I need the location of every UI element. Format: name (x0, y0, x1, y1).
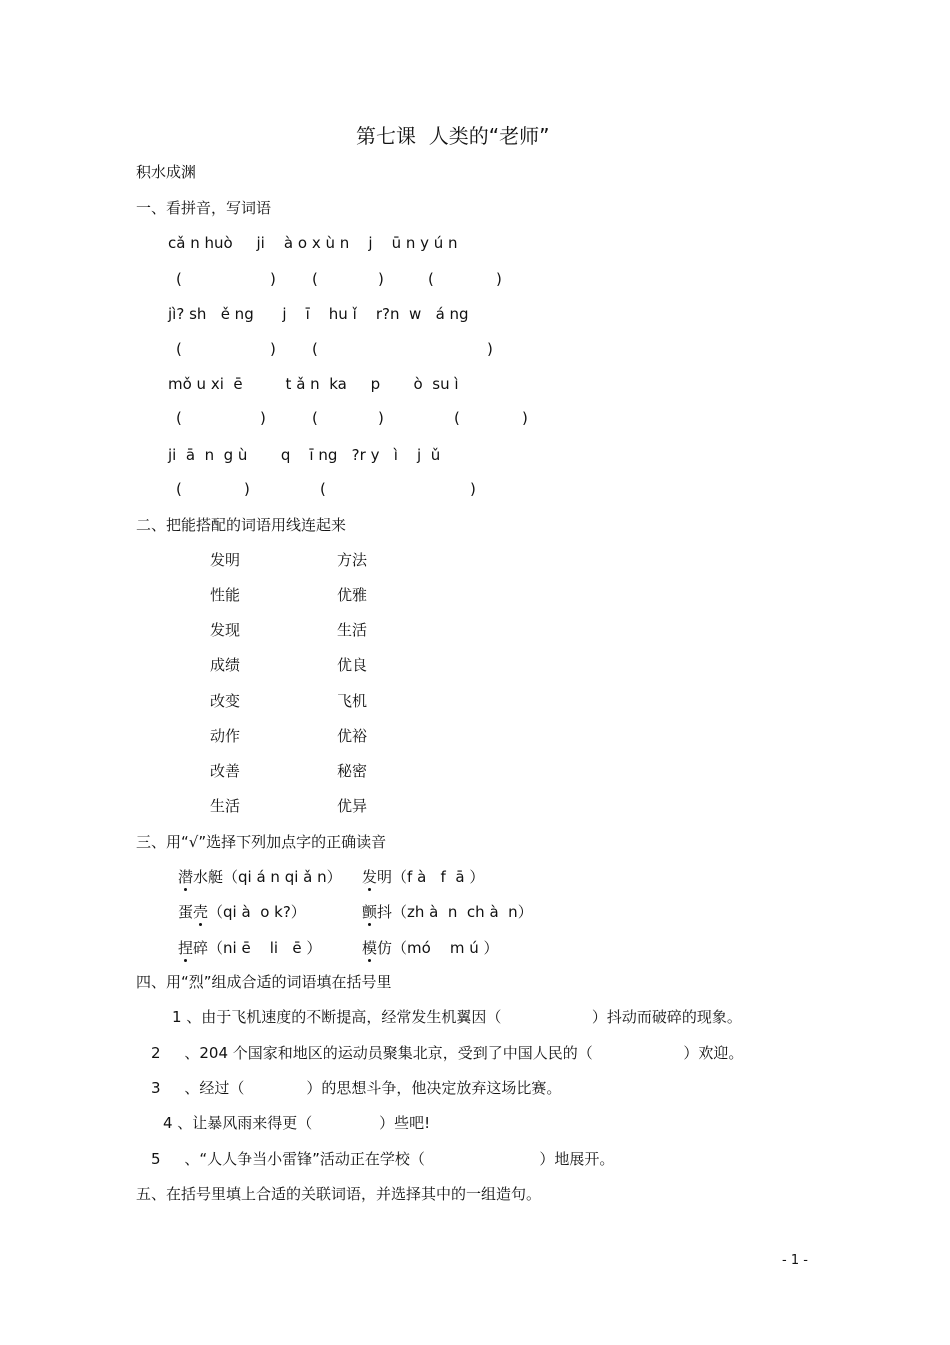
section-4-heading: 四、用“烈”组成合适的词语填在括号里 (136, 973, 392, 991)
match-right-word: 优雅 (337, 586, 368, 604)
open-paren: ( (428, 270, 434, 288)
close-paren: ) (496, 270, 502, 288)
close-paren: ) (470, 480, 476, 498)
close-paren: ) (522, 409, 528, 427)
pinyin-row: cǎ n huò ji à o x ù n j ū n y ú n (168, 234, 458, 252)
section-3-heading: 三、用“√”选择下列加点字的正确读音 (136, 833, 387, 851)
open-paren: ( (312, 270, 318, 288)
pinyin-row: jì? sh ě ng j ī hu ǐ r?n w á ng (168, 305, 469, 323)
section-5-heading: 五、在括号里填上合适的关联词语，并选择其中的一组造句。 (136, 1185, 542, 1203)
close-paren: ) (378, 270, 384, 288)
open-paren: ( (312, 409, 318, 427)
open-paren: ( (454, 409, 460, 427)
section-1-heading: 一、看拼音，写词语 (136, 199, 272, 217)
open-paren: ( (176, 340, 182, 358)
page-title: 第七课 人类的“老师” (356, 124, 550, 148)
match-right-word: 优良 (337, 656, 368, 674)
open-paren: ( (176, 270, 182, 288)
match-right-word: 方法 (337, 551, 368, 569)
match-right-word: 优异 (337, 797, 368, 815)
match-left-word: 生活 (210, 797, 241, 815)
fill-in-item: 5 、“人人争当小雷锋”活动正在学校（ ）地展开。 (151, 1150, 615, 1168)
section-2-heading: 二、把能搭配的词语用线连起来 (136, 516, 347, 534)
dotted-character: 潜 (178, 868, 194, 886)
match-left-word: 改善 (210, 762, 241, 780)
match-right-word: 优裕 (337, 727, 368, 745)
close-paren: ) (270, 340, 276, 358)
dotted-character: 壳 (193, 903, 209, 921)
pronunciation-item: 蛋壳（qi à o k?） (178, 903, 306, 921)
match-left-word: 发明 (210, 551, 241, 569)
match-right-word: 生活 (337, 621, 368, 639)
match-left-word: 成绩 (210, 656, 241, 674)
open-paren: ( (176, 480, 182, 498)
subtitle: 积水成渊 (136, 163, 197, 181)
dotted-character: 颤 (362, 903, 378, 921)
match-right-word: 飞机 (337, 692, 368, 710)
dotted-character: 捏 (178, 939, 194, 957)
dotted-character: 发 (362, 868, 378, 886)
match-left-word: 改变 (210, 692, 241, 710)
match-right-word: 秘密 (337, 762, 368, 780)
close-paren: ) (244, 480, 250, 498)
close-paren: ) (487, 340, 493, 358)
fill-in-item: 3 、经过（ ）的思想斗争，他决定放弃这场比赛。 (151, 1079, 562, 1097)
close-paren: ) (260, 409, 266, 427)
pinyin-row: ji ā n g ù q ī ng ?r y ì j ǔ (168, 446, 441, 464)
pronunciation-item: 颤抖（zh à n ch à n） (362, 903, 533, 921)
open-paren: ( (312, 340, 318, 358)
close-paren: ) (378, 409, 384, 427)
match-left-word: 发现 (210, 621, 241, 639)
close-paren: ) (270, 270, 276, 288)
pronunciation-item: 捏碎（ni ē li ē ） (178, 939, 322, 957)
fill-in-item: 1 、由于飞机速度的不断提高，经常发生机翼因（ ）抖动而破碎的现象。 (172, 1008, 742, 1026)
fill-in-item: 2 、204 个国家和地区的运动员聚集北京，受到了中国人民的（ ）欢迎。 (151, 1044, 744, 1062)
pronunciation-item: 发明（f à f ā ） (362, 868, 485, 886)
match-left-word: 动作 (210, 727, 241, 745)
pronunciation-item: 模仿（mó m ú ） (362, 939, 499, 957)
dotted-character: 模 (362, 939, 378, 957)
match-left-word: 性能 (210, 586, 241, 604)
open-paren: ( (320, 480, 326, 498)
open-paren: ( (176, 409, 182, 427)
page-number: - 1 - (782, 1253, 808, 1268)
pinyin-row: mǒ u xi ē t ǎ n ka p ò su ì (168, 375, 459, 393)
fill-in-item: 4 、让暴风雨来得更（ ）些吧! (163, 1114, 431, 1132)
pronunciation-item: 潜水艇（qi á n qi ǎ n） (178, 868, 342, 886)
